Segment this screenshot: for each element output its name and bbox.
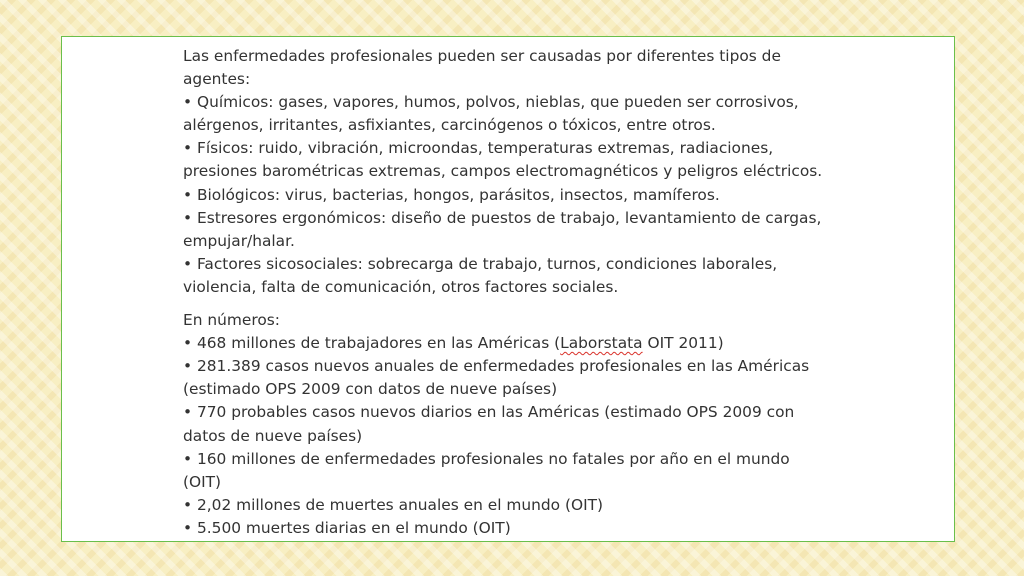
psychosocial-factors-line: violencia, falta de comunicación, otros factores sociales.	[183, 277, 619, 296]
slide-content-box	[61, 36, 955, 542]
physical-agents-line: presiones barométricas extremas, campos electromagnéticos y peligros eléctricos.	[183, 162, 823, 181]
nonfatal-diseases-stat-line: • 160 millones de enfermedades profesionales no fatales por año en el mundo	[183, 449, 790, 468]
annual-cases-stat-line: • 281.389 casos nuevos anuales de enfermedades profesionales en las Américas	[183, 357, 810, 376]
daily-cases-stat-line: • 770 probables casos nuevos diarios en las Américas (estimado OPS 2009 con	[183, 403, 795, 422]
agents-intro-line: agentes:	[183, 70, 251, 89]
agents-paragraph	[183, 45, 923, 299]
biological-agents-line: • Biológicos: virus, bacterias, hongos, parásitos, insectos, mamíferos.	[183, 185, 720, 204]
spellcheck-flagged-word[interactable]: Laborstata	[560, 334, 643, 353]
workers-stat-text: • 468 millones de trabajadores en las Américas (	[183, 334, 561, 353]
annual-cases-stat-line: (estimado OPS 2009 con datos de nueve países)	[183, 380, 558, 399]
chemical-agents-line: • Químicos: gases, vapores, humos, polvos, nieblas, que pueden ser corrosivos,	[183, 93, 799, 112]
nonfatal-diseases-stat-line: (OIT)	[183, 472, 222, 491]
slide-text-body[interactable]	[183, 45, 923, 540]
workers-stat-source: OIT 2011)	[642, 334, 724, 353]
agents-intro-line: Las enfermedades profesionales pueden ser causadas por diferentes tipos de	[183, 47, 781, 65]
ergonomic-stressors-line: • Estresores ergonómicos: diseño de puestos de trabajo, levantamiento de cargas,	[183, 208, 822, 227]
annual-deaths-stat-line: • 2,02 millones de muertes anuales en el mundo (OIT)	[183, 495, 604, 514]
chemical-agents-line: alérgenos, irritantes, asfixiantes, carcinógenos o tóxicos, entre otros.	[183, 116, 716, 135]
ergonomic-stressors-line: empujar/halar.	[183, 231, 295, 250]
workers-stat-line	[183, 332, 923, 355]
numbers-heading: En números:	[183, 311, 280, 330]
daily-deaths-stat-line: • 5.500 muertes diarias en el mundo (OIT)	[183, 518, 511, 537]
psychosocial-factors-line: • Factores sicosociales: sobrecarga de trabajo, turnos, condiciones laborales,	[183, 254, 778, 273]
physical-agents-line: • Físicos: ruido, vibración, microondas, temperaturas extremas, radiaciones,	[183, 139, 774, 158]
numbers-paragraph	[183, 309, 923, 540]
daily-cases-stat-line: datos de nueve países)	[183, 426, 363, 445]
